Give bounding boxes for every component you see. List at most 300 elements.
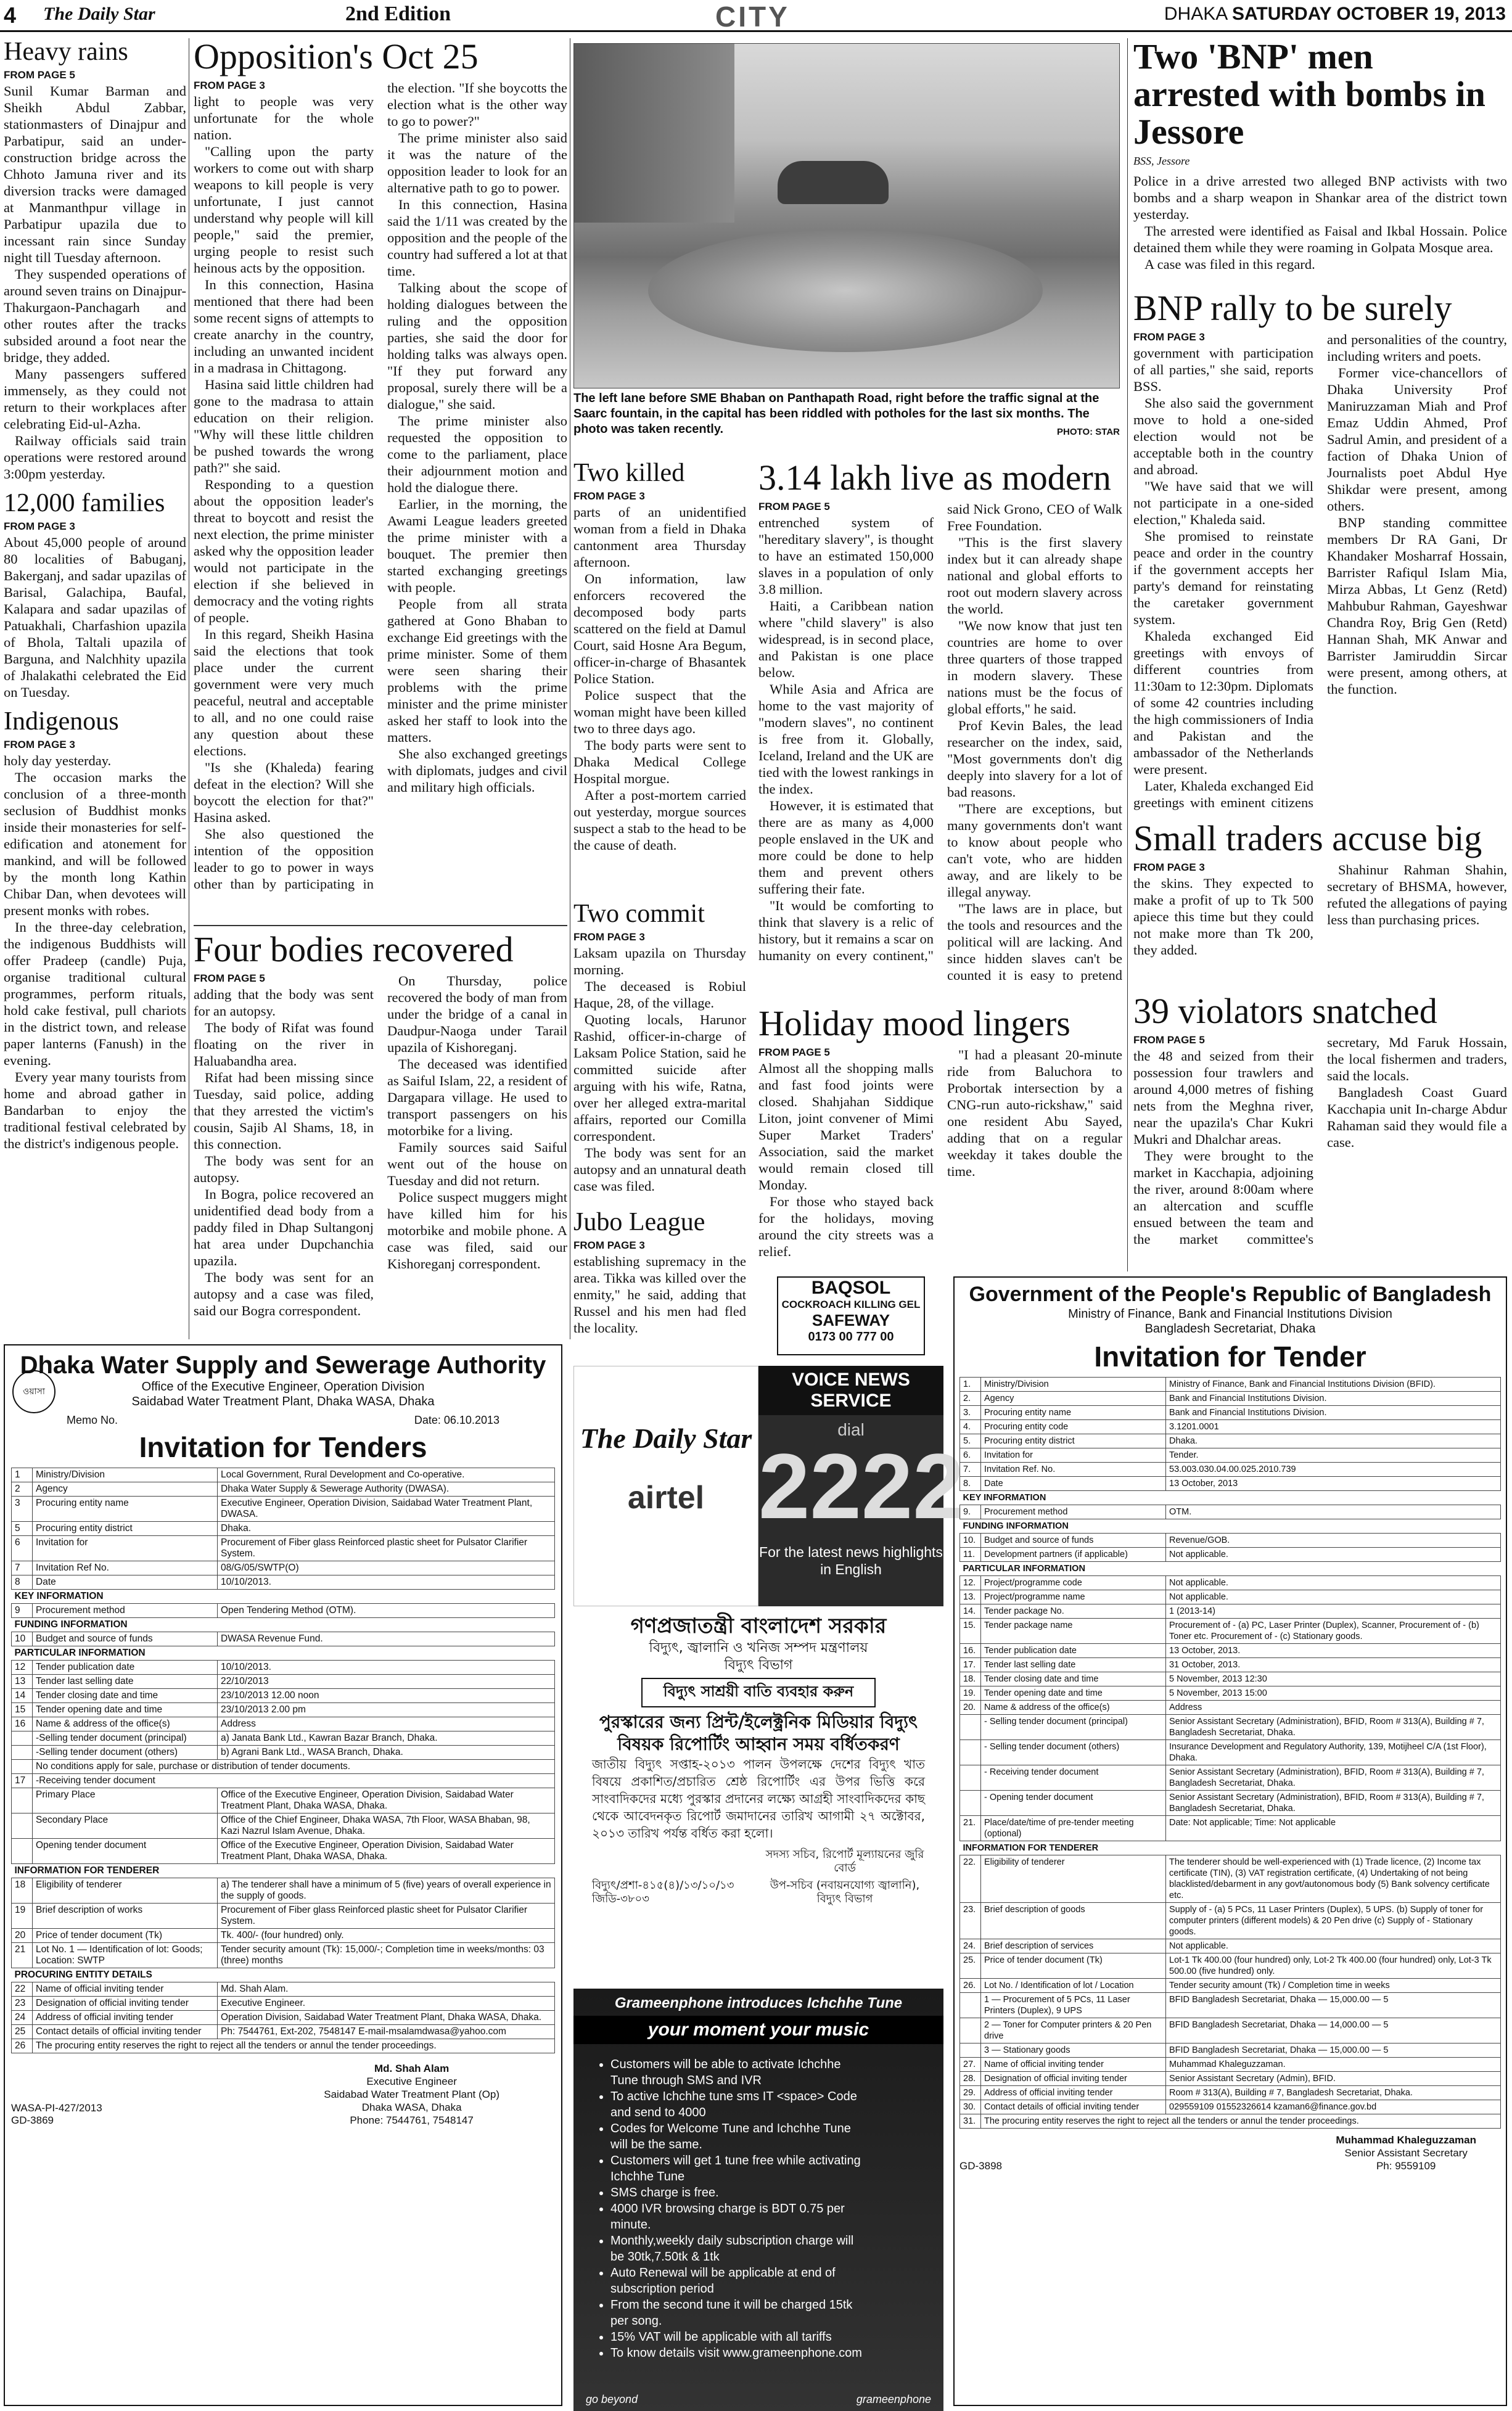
ad-grameenphone [573,1989,943,2411]
row-label: Procurement method [981,1505,1166,1519]
row-value: Senior Assistant Secretary (Administration), BFID, Room # 313(A), Building # 7, Bangladesh Secretariat, Dhaka. [1166,1765,1501,1791]
row-label: Procuring entity code [981,1420,1166,1434]
row-label: Brief description of works [33,1904,218,1929]
paragraph: Police suspect muggers might have killed him for his motorbike and mobile phone. A case was filed, said our Kishoreganj correspondent. [387,1189,567,1271]
row-label: Development partners (if applicable) [981,1548,1166,1562]
row-value: 3.1201.0001 [1166,1420,1501,1434]
row-number: 14 [12,1689,33,1703]
table-row [960,1392,1501,1406]
row-number: 6. [960,1448,981,1463]
row-label: Name & address of the office(s) [33,1717,218,1731]
paragraph: The body was sent for an autopsy and a case was filed, said our Bogra correspondent. [194,1269,374,1318]
paragraph: She also exchanged greetings with diplomats, judges and civil and military high officials. [387,745,567,795]
row-number: 9. [960,1505,981,1519]
row-number: 26. [960,1979,981,1993]
ministry: বিদ্যুৎ, জ্বালানি ও খনিজ সম্পদ মন্ত্রণালয় [649,1640,868,1656]
table-row [12,1689,555,1703]
row-value: 53.003.030.04.00.025.2010.739 [1166,1463,1501,1477]
row-value: b) Agrani Bank Ltd., WASA Branch, Dhaka. [218,1746,555,1760]
row-value: 08/G/05/SWTP(O) [218,1561,555,1575]
row-label: Eligibility of tenderer [33,1878,218,1904]
table-row [12,1661,555,1675]
column-rule [1127,38,1128,1271]
paragraph: They suspended operations of around seven trains on Dinajpur-Thakurgaon-Panchagarh and other routes after the tracks subsided around a foot near the bridge, they added. [4,266,186,366]
row-label: Project/programme name [981,1590,1166,1604]
ad-ref: WASA-PI-427/2013 [11,2102,102,2114]
paragraph: Shahinur Rahman Shahin, secretary of BHSMA, however, refuted the allegations of paying less than purchasing prices. [1327,861,1507,927]
list-item: • Auto Renewal will be applicable at end of subscription period [610,2265,869,2297]
row-number: 23 [12,1997,33,2011]
paragraph: "We now know that just ten countries are home to over three quarters of those trapped in modern slavery. These nations must be the focus of global efforts," he said. [947,617,1122,717]
row-number: 7 [12,1561,33,1575]
row-value: 13 October, 2013. [1166,1644,1501,1658]
table-row [12,2011,555,2025]
paragraph: While Asia and Africa are home to the vast majority of "modern slaves", no continent is free from it. Globally, Iceland, Ireland and the UK are tied with the lowest rankings in the index. [758,681,934,797]
paragraph: the 48 and seized from their possession four trawlers and around 4,000 metres of fishing nets from the Meghna river, near the upazila's Char Kukri Mukri and Dhalchar areas. [1133,1048,1313,1147]
row-value: Senior Assistant Secretary (Administration), BFID, Room # 313(A), Building # 7, Bangladesh Secretariat, Dhaka. [1166,1715,1501,1740]
table-row [12,1632,555,1646]
from-page: FROM PAGE 3 [1133,861,1205,873]
headline: Opposition's Oct 25 [194,38,479,76]
headline: Four bodies recovered [194,931,514,969]
row-value: Lot-1 Tk 400.00 (four hundred) only, Lot-2 Tk 400.00 (four hundred) only, Lot-3 Tk 500.00 (five hundred) only. [1166,1953,1501,1979]
row-number [960,2043,981,2058]
row-value: 22/10/2013 [218,1675,555,1689]
row-label: 3 — Stationary goods [981,2043,1166,2058]
row-number: 12. [960,1576,981,1590]
table-row [960,1604,1501,1619]
paragraph: After a post-mortem carried out yesterday, morgue sources suspect a stab to the head to be the cause of death. [573,787,746,853]
story-opposition [194,38,567,914]
row-number: 3 [12,1497,33,1522]
paragraph: She also questioned the intention of the opposition leader to go to power in ways other than by participating in the election. "If she boycotts the election what is the other way to go to power?" [194,80,567,892]
row-number: 13 [12,1675,33,1689]
from-page: FROM PAGE 3 [573,490,645,503]
row-label: Primary Place [33,1788,218,1813]
table-row [12,1590,555,1604]
story-bnp-rally [1133,290,1507,839]
table-row [960,2100,1501,2114]
row-number [960,1765,981,1791]
byline: BSS, Jessore [1133,154,1190,167]
row-number: 30. [960,2100,981,2114]
row-number: 17 [12,1774,33,1788]
paragraph: light to people was very unfortunate for the whole nation. [194,93,374,142]
row-label: Procuring entity name [33,1497,218,1522]
table-row [960,1590,1501,1604]
row-label: Name of official inviting tender [981,2058,1166,2072]
row-value: Dhaka. [218,1522,555,1536]
table-row [12,1618,555,1632]
table-row [12,1997,555,2011]
list-item: • 4000 IVR browsing charge is BDT 0.75 per minute. [610,2201,869,2233]
row-value: Dhaka. [1166,1434,1501,1448]
gp-footer-left: go beyond [586,2393,638,2405]
row-number: 18. [960,1672,981,1686]
row-value: Not applicable. [1166,1939,1501,1953]
headline: Two 'BNP' men arrested with bombs in Jessore [1133,38,1485,152]
row-label: 1 — Procurement of 5 PCs, 11 Laser Printers (Duplex), 9 UPS [981,1993,1166,2018]
story-small-traders [1133,820,1507,987]
headline: Two commit [573,900,705,928]
story-39-violators [1133,993,1507,1264]
row-number: 16 [12,1717,33,1731]
table-row [12,2039,555,2053]
row-label: Agency [33,1482,218,1497]
gp-feature-list [573,2056,869,2361]
row-value: Address [218,1717,555,1731]
paragraph: Later, Khaleda exchanged Eid greetings with eminent citizens and personalities of the country, including writers and poets. [1133,331,1507,810]
table-row [960,1953,1501,1979]
table-row [12,1731,555,1746]
table-row [960,2114,1501,2129]
paragraph: The prime minister also said it was the nature of the opposition leader to look for an alternative path to go to power. [387,129,567,195]
table-row [12,1813,555,1839]
row-label: -Selling tender document (principal) [33,1731,218,1746]
paragraph: entrenched system of "hereditary slavery", is thought to have an estimated 150,000 slaves in a population of only 3.8 million. [758,514,934,597]
row-number: 1. [960,1378,981,1392]
paragraph: the skins. They expected to make a profit of up to Tk 500 apiece this time but they could not make more than Tk 200, they added. [1133,875,1313,958]
row-value: Office of the Executive Engineer, Operation Division, Saidabad Water Treatment Plant, Dhaka WASA, Dhaka. [218,1788,555,1813]
paragraph: Family sources said Saiful went out of the house on Tuesday and did not return. [387,1139,567,1188]
row-value: Not applicable. [1166,1590,1501,1604]
row-value: Insurance Development and Regulatory Authority, 139, Motijheel C/A (1st Floor), Dhaka. [1166,1740,1501,1765]
row-label: Invitation Ref No. [33,1561,218,1575]
paragraph: "This is the first slavery index but it can already shape national and global efforts to root out modern slavery across the world. [947,534,1122,617]
row-value: 10/10/2013. [218,1575,555,1590]
list-item: • From the second tune it will be charged 15tk per song. [610,2297,869,2329]
row-value: 23/10/2013 2.00 pm [218,1703,555,1717]
list-item: • Customers will get 1 tune free while activating Ichchhe Tune [610,2153,869,2185]
ad-office: Office of the Executive Engineer, Operation Division [141,1380,425,1394]
table-row [12,1760,555,1774]
row-label: Invitation Ref. No. [981,1463,1166,1477]
table-row [960,1701,1501,1715]
table-row [960,2072,1501,2086]
table-row [12,1746,555,1760]
row-label: Eligibility of tenderer [981,1855,1166,1903]
headline: 12,000 families [4,489,165,518]
row-label: Tender opening date and time [981,1686,1166,1701]
table-row [960,1491,1501,1505]
paragraph: Police suspect that the woman might have been killed two to three days ago. [573,688,746,737]
list-item: • Codes for Welcome Tune and Ichchhe Tune will be the same. [610,2121,869,2153]
signature-block [324,2062,499,2127]
table-row [12,1968,555,1982]
from-page: FROM PAGE 3 [4,739,75,751]
row-label: Lot No. / Identification of lot / Location [981,1979,1166,1993]
row-label: Procuring entity name [981,1406,1166,1420]
paragraph: adding that the body was sent for an autopsy. [194,986,374,1019]
paragraph: BNP standing committee members Dr RA Gani, Dr Khandaker Mosharraf Hossain, Barrister Rafiqul Islam Mia, Mirza Abbas, Lt Genz (Retd) Mahbubur Rahman, Gayeshwar Chandra Roy, Brig Gen (Retd) Hannan Shah, MK Anwar and Barrister Jamiruddin Sircar were present, among others, at the function. [1327,514,1507,697]
table-row [12,1703,555,1717]
story-12000-families [4,490,186,700]
paragraph: Many passengers suffered immensely, as they could not return to their workplaces after celebrating Eid-ul-Azha. [4,366,186,432]
ad-title: Government of the People's Republic of Bangladesh [969,1283,1492,1306]
row-label: - Receiving tender document [981,1765,1166,1791]
table-row [960,1993,1501,2018]
table-row [960,1406,1501,1420]
row-label: Agency [981,1392,1166,1406]
row-number: 25 [12,2025,33,2039]
from-page: FROM PAGE 5 [1133,1033,1205,1046]
paragraph: "It would be comforting to think that slavery is a relic of history, but it remains a scar on humanity on every continent," said Nick Grono, CEO of Walk Free Foundation. [758,501,1122,963]
row-label: -Receiving tender document [33,1774,555,1788]
paragraph: Sunil Kumar Barman and Sheikh Abdul Zabbar, stationmasters of Dinajpur and Parbatipur, said an under-construction bridge across the Chhoto Jamuna river and its diversion tracks were damaged at Manmanthpur village in Parbatipur upazila due to incessant rain since Sunday night till Tuesday afternoon. [4,83,186,266]
ad-baqsol [777,1276,925,1355]
headline: Jubo League [573,1209,705,1236]
row-label: Budget and source of funds [981,1534,1166,1548]
row-label: Ministry/Division [981,1378,1166,1392]
table-row [960,1765,1501,1791]
row-number: 6 [12,1536,33,1561]
paragraph: Prof Kevin Bales, the lead researcher on the index, said, "Most governments don't dig deeply into slavery for a lot of bad reasons. [947,717,1122,800]
row-label: Tender last selling date [981,1658,1166,1672]
table-row [12,1575,555,1590]
table-row [960,1715,1501,1740]
row-value: Bank and Financial Institutions Division. [1166,1406,1501,1420]
row-label: Contact details of official inviting tender [33,2025,218,2039]
row-value: Procurement of Fiber glass Reinforced plastic sheet for Pulsator Clarifier System. [218,1904,555,1929]
paragraph: The deceased is Robiul Haque, 28, of the village. [573,979,746,1011]
table-row [12,1468,555,1482]
section-heading: KEY INFORMATION [960,1491,1501,1505]
row-number: 1 [12,1468,33,1482]
paragraph: The body parts were sent to Dhaka Medical College Hospital morgue. [573,737,746,787]
section-title: CITY [715,1,790,33]
paragraph: She also said the government move to hold a one-sided election would not be acceptable both in the country and abroad. [1133,395,1313,477]
paragraph: Almost all the shopping malls and fast food joints were closed. Shahjahan Siddique Liton, joint convener of Mimi Super Market Traders' Association, said the market would remain closed till Monday. [758,1060,934,1193]
row-number: 26 [12,2039,33,2053]
row-value: Procurement of - (a) PC, Laser Printer (Duplex), Scanner, Procurement of - (b) Toner etc. Procurement of - (c) Stationary goods. [1166,1619,1501,1644]
paragraph: Responding to a question about the opposition leader's threat to boycott and resist the next election, the prime minister asked why the opposition leader would not participate in the election if she believed in democracy and the voting rights of people. [194,476,374,625]
row-value: 23/10/2013 12.00 noon [218,1689,555,1703]
signature-line: Senior Assistant Secretary [1344,2147,1468,2159]
paragraph: However, it is estimated that there are as many as 4,000 people enslaved in the UK and more could be done to help them and prevent others suffering their fate. [758,797,934,897]
section-heading: KEY INFORMATION [12,1590,555,1604]
paragraph: Talking about the scope of holding dialogues between the ruling and the opposition parties, she said the door for holding talks was always open. "If they put forward any proposal, surely there will be a dialogue," she said. [387,279,567,412]
table-row [960,1378,1501,1392]
row-value: a) Janata Bank Ltd., Kawran Bazar Branch, Dhaka. [218,1731,555,1746]
row-number: 20. [960,1701,981,1715]
headline: Indigenous [4,707,119,736]
table-row [960,1477,1501,1491]
voice-title: VOICE NEWS SERVICE [758,1366,943,1415]
headline: Heavy rains [4,38,128,66]
table-row [12,1482,555,1497]
division: বিদ্যুৎ বিভাগ [724,1657,793,1673]
table-row [12,1904,555,1929]
row-label: Tender opening date and time [33,1703,218,1717]
table-row [12,1497,555,1522]
row-number: 29. [960,2086,981,2100]
row-label: Tender closing date and time [981,1672,1166,1686]
building-shape [574,44,734,223]
voice-dial: dial [837,1420,865,1439]
paragraph: A case was filed in this regard. [1144,256,1315,272]
table-row [12,1864,555,1878]
table-row [12,1878,555,1904]
row-label: Price of tender document (Tk) [33,1929,218,1943]
paragraph: Earlier, in the morning, the Awami League leaders greeted the prime minister with a bouquet. The premier then started exchanging greetings with people. [387,496,567,595]
edition-label: 2nd Edition [345,2,451,25]
row-number: 18 [12,1878,33,1904]
row-label: Project/programme code [981,1576,1166,1590]
row-value: BFID Bangladesh Secretariat, Dhaka — 15,000.00 — 5 [1166,2043,1501,2058]
table-row [960,1519,1501,1534]
row-value: Executive Engineer, Operation Division, Saidabad Water Treatment Plant, DWASA. [218,1497,555,1522]
row-value: DWASA Revenue Fund. [218,1632,555,1646]
row-number [12,1746,33,1760]
row-value: 31 October, 2013. [1166,1658,1501,1672]
table-row [12,1604,555,1618]
row-number: 25. [960,1953,981,1979]
table-row [12,1839,555,1864]
paragraph: Railway officials said train operations were restored around 3:00pm yesterday. [4,433,186,482]
row-label: Date [981,1477,1166,1491]
row-number: 31. [960,2114,981,2129]
memo-date: Date: 06.10.2013 [414,1414,499,1426]
voice-tagline: For the latest news highlights in English [759,1544,943,1577]
column-left [4,38,186,1339]
baqsol-product: COCKROACH KILLING GEL [781,1299,921,1310]
from-page: FROM PAGE 3 [1133,331,1205,343]
row-number: 5 [12,1522,33,1536]
row-label: Place/date/time of pre-tender meeting (optional) [981,1816,1166,1841]
row-label: Tender last selling date [33,1675,218,1689]
table-row [12,1522,555,1536]
section-heading: FUNDING INFORMATION [960,1519,1501,1534]
list-item: • Monthly,weekly daily subscription charge will be 30tk,7.50tk & 1tk [610,2233,869,2265]
row-number: 2. [960,1392,981,1406]
row-value: Senior Assistant Secretary (Admin), BFID. [1166,2072,1501,2086]
from-page: FROM PAGE 3 [573,1239,645,1252]
paragraph: In this connection, Hasina mentioned that there had been some recent signs of attempts to create anarchy in the country, including an unwanted incident in a madrasa in Chittagong. [194,276,374,376]
row-label: Name & address of the office(s) [981,1701,1166,1715]
paragraph: "Is she (Khaleda) fearing defeat in the election? Will she boycott the election for that?" Hasina asked. [194,759,374,825]
row-number: 2 [12,1482,33,1497]
row-value: Ph: 7544761, Ext-202, 7548147 E-mail-msalamdwasa@yahoo.com [218,2025,555,2039]
paragraph: For those who stayed back for the holidays, moving around the city streets was a relief. [758,1193,934,1259]
paragraph: In this regard, Sheikh Hasina said the elections that took place under the current government were very much peaceful, neutral and acceptable to all, and no one could raise any question about these elections. [194,626,374,758]
gp-intro: Grameenphone introduces Ichchhe Tune [614,1995,903,2011]
signature-line: Executive Engineer [366,2076,457,2087]
paragraph: The prime minister also requested the opposition to come to the parliament, place their adjournment motion and hold the dialogue there. [387,413,567,495]
table-row [960,1576,1501,1590]
ad-ministry: Ministry of Finance, Bank and Financial Institutions Division [1068,1307,1392,1321]
signature-line: Dhaka WASA, Dhaka [361,2101,462,2113]
row-number: 16. [960,1644,981,1658]
row-label: Tender publication date [981,1644,1166,1658]
row-number [960,1791,981,1816]
memo-no: Memo No. [67,1414,118,1426]
paragraph: They were brought to the market in Kacchapia, adjoining the river, around 8:00am where an altercation and scuffle ensued between the team and the market committee's secretary, Md Faruk Hossain, the local fishermen and traders, said the locals. [1133,1034,1507,1247]
headline-1: পুরস্কারের জন্য প্রিন্ট/ইলেক্ট্রনিক মিডিয়ার বিদ্যুৎ [599,1712,918,1732]
list-item: • To know details visit www.grameenphone.com [610,2345,869,2361]
row-label: Invitation for [981,1448,1166,1463]
sig-2: উপ-সচিব (নবায়নযোগ্য জ্বালানি), বিদ্যুৎ বিভাগ [770,1879,920,1905]
row-value: Not applicable. [1166,1576,1501,1590]
row-number: 17. [960,1658,981,1672]
list-item: • To active Ichchhe tune sms IT <space> Code and send to 4000 [610,2089,869,2121]
table-row [960,1740,1501,1765]
row-value: Date: Not applicable; Time: Not applicable [1166,1816,1501,1841]
headline: Holiday mood lingers [758,1005,1070,1043]
ad-heading: Invitation for Tenders [139,1431,427,1463]
row-label: Address of official inviting tender [981,2086,1166,2100]
baqsol-name: SAFEWAY [811,1311,890,1329]
table-row [960,1548,1501,1562]
paragraph: On information, law enforcers recovered the decomposed body parts scattered on the field at Damul Court, said Hosne Ara Begum, officer-in-charge of Bhasantek Police Station. [573,571,746,687]
baqsol-brand: BAQSOL [811,1278,891,1298]
paragraph: "There are exceptions, but many governments don't want to know about people who can't vote, who are hidden away, and are likely to be illegal anyway. [947,800,1122,900]
ad-voice-news [758,1366,964,1606]
row-value: BFID Bangladesh Secretariat, Dhaka — 14,000.00 — 5 [1166,2018,1501,2043]
row-value: The tenderer should be well-experienced with (1) Trade licence, (2) Income tax certificate (TIN), (3) VAT registration certificate, (4) Undertaking of not being blacklisted/debarment in any govt/autonomous body (5) Bank solvency certificate etc. [1166,1855,1501,1903]
car-shape [778,161,889,204]
row-label: Price of tender document (Tk) [981,1953,1166,1979]
table-row [960,1658,1501,1672]
row-value: OTM. [1166,1505,1501,1519]
ad-wasa-tender [4,1344,562,2406]
paragraph: Rifat had been missing since Tuesday, said police, adding that they arrested the victim's cousin, Sajib Al Shams, 18, in this connection. [194,1069,374,1152]
row-value: Bank and Financial Institutions Division. [1166,1392,1501,1406]
daily-star-logo: The Daily Star [580,1423,752,1454]
row-value: 5 November, 2013 15:00 [1166,1686,1501,1701]
list-item: • SMS charge is free. [610,2185,869,2201]
headline: 39 violators snatched [1133,993,1437,1031]
row-number: 13. [960,1590,981,1604]
row-label: Tender package name [981,1619,1166,1644]
table-row [12,1561,555,1575]
table-row [12,1646,555,1661]
ad-title: Dhaka Water Supply and Sewerage Authority [20,1352,546,1379]
table-row [12,1675,555,1689]
ad-gd: GD-3898 [959,2160,1002,2172]
row-label: Designation of official inviting tender [981,2072,1166,2086]
row-number: 14. [960,1604,981,1619]
table-row [960,2018,1501,2043]
row-label: 2 — Toner for Computer printers & 20 Pen drive [981,2018,1166,2043]
row-number: 23. [960,1903,981,1939]
paragraph: establishing supremacy in the area. Tikka was killed over the enmity," he said, adding that Russel and his men had fled the locality. [573,1254,746,1336]
section-heading: PROCURING ENTITY DETAILS [12,1968,555,1982]
row-number: 3. [960,1406,981,1420]
memo: বিদ্যুৎ/প্রশা-৪১৫(৪)/১৩/১০/১৩ [592,1879,734,1892]
table-row [960,1420,1501,1434]
table-row [960,2043,1501,2058]
row-value: BFID Bangladesh Secretariat, Dhaka — 15,000.00 — 5 [1166,1993,1501,2018]
section-heading: FUNDING INFORMATION [12,1618,555,1632]
tender-table [11,1468,555,2053]
row-label: -Selling tender document (others) [33,1746,218,1760]
headline: Small traders accuse big [1133,820,1482,858]
row-value: Muhammad Khaleguzzaman. [1166,2058,1501,2072]
masthead [0,0,1512,32]
ad-gd: GD-3869 [11,2114,54,2126]
row-number: 4. [960,1420,981,1434]
paragraph: parts of an unidentified woman from a field in Dhaka cantonment area Thursday afternoon. [573,504,746,570]
airtel-logo: airtel [627,1480,705,1516]
row-value: Room # 313(A), Building # 7, Bangladesh Secretariat, Dhaka. [1166,2086,1501,2100]
row-label: Date [33,1575,218,1590]
table-row [960,1686,1501,1701]
row-value: Operation Division, Saidabad Water Treatment Plant, Dhaka WASA, Dhaka. [218,2011,555,2025]
paragraph: "We have said that we will not participate in a one-sided election," Khaleda said. [1133,478,1313,527]
table-row [960,1979,1501,1993]
row-number: 19. [960,1686,981,1701]
paragraph: The arrested were identified as Faisal and Ikbal Hossain. Police detained them while they were roaming in Golpata Mosque area. [1133,223,1507,255]
